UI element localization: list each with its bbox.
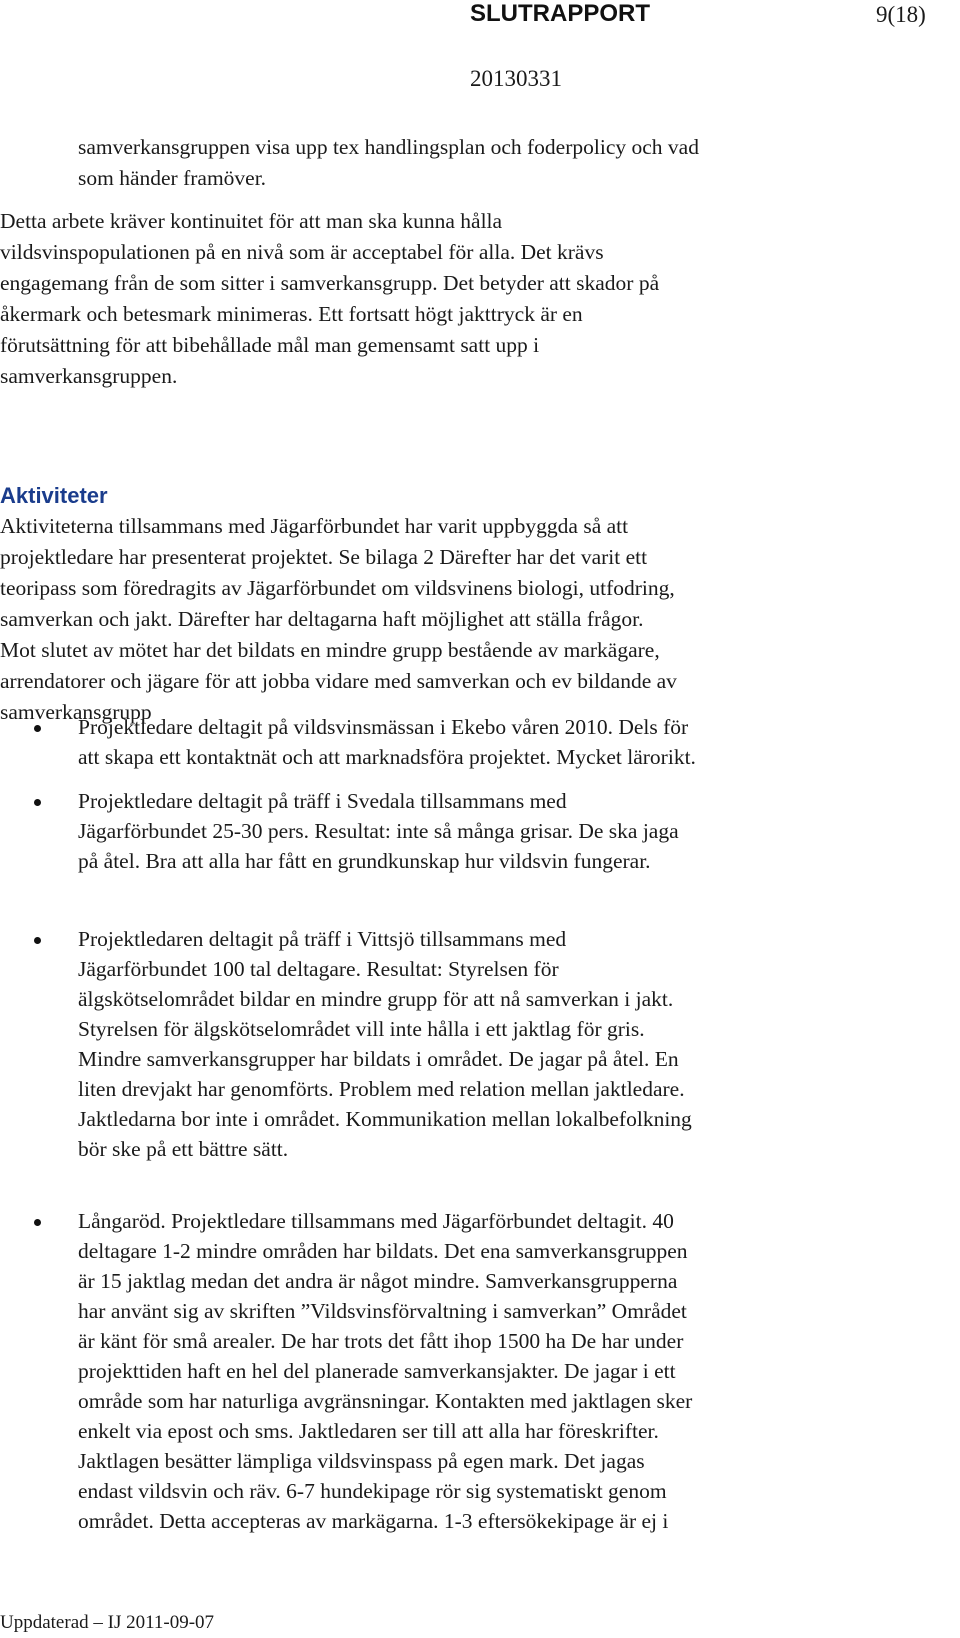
- section-heading-aktiviteter: Aktiviteter: [0, 483, 108, 508]
- header-title: SLUTRAPPORT: [470, 0, 650, 27]
- page-number: 9(18): [876, 2, 926, 27]
- footer-updated: Uppdaterad – IJ 2011-09-07: [0, 1612, 215, 1633]
- bullet-text: Långaröd. Projektledare tillsammans med Jägarförbundet deltagit. 40 deltagare 1-2 mindre områden har bildats. Det ena samverkansgruppen är 15 jaktlag medan det andra är något mindre. Samverkansgrupperna har använt sig av skriften ”Vildsvinsförvaltning i samverkan” Området är känt för små arealer. De har trots det fått ihop 1500 ha De har under projekttiden haft en hel del planerade samverkansjakter. De jagar i ett område som har naturliga avgränsningar. Kontakten med jaktlagen sker enkelt via epost och sms. Jaktledaren ser till att alla har föreskrifter. Jaktlagen besätter lämpliga vildsvinspass på egen mark. Det jagas endast vildsvin och räv. 6-7 hundekipage rör sig systematiskt genom området. Detta accepteras av markägarna. 1-3 eftersökekipage är ej i: [78, 1209, 693, 1533]
- paragraph-continued: samverkansgruppen visa upp tex handlingsplan och foderpolicy och vad som händer framöver.: [78, 135, 699, 190]
- bullet-dot-icon: [34, 937, 41, 944]
- bullet-dot-icon: [34, 799, 41, 806]
- section-body: Aktiviteterna tillsammans med Jägarförbundet har varit uppbyggda så att projektledare har presenterat projektet. Se bilaga 2 Därefter har det varit ett teoripass som föredragits av Jägarförbundet om vildsvinens biologi, utfodring, samverkan och jakt. Därefter har deltagarna haft möjlighet att ställa frågor. Mot slutet av mötet har det bildats en mindre grupp bestående av markägare, arrendatorer och jägare för att jobba vidare med samverkan och ev bildande av samverkansgrupp: [0, 514, 677, 724]
- bullet-dot-icon: [34, 725, 41, 732]
- bullet-text: Projektledare deltagit på vildsvinsmässan i Ekebo våren 2010. Dels för att skapa ett kontaktnät och att marknadsföra projektet. Mycket lärorikt.: [78, 715, 696, 769]
- bullet-dot-icon: [34, 1219, 41, 1226]
- bullet-text: Projektledaren deltagit på träff i Vittsjö tillsammans med Jägarförbundet 100 tal deltagare. Resultat: Styrelsen för älgskötselområdet bildar en mindre grupp för att nå samverkan i jakt. Styrelsen för älgskötselområdet vill inte hålla i ett jaktlag för gris. Mindre samverkansgrupper har bildats i området. De jagar på åtel. En liten drevjakt har genomförts. Problem med relation mellan jaktledare. Jaktledarna bor inte i området. Kommunikation mellan lokalbefolkning bör ske på ett bättre sätt.: [78, 927, 692, 1161]
- header-date: 20130331: [470, 66, 562, 91]
- paragraph-continuity: Detta arbete kräver kontinuitet för att man ska kunna hålla vildsvinspopulationen på en nivå som är acceptabel för alla. Det krävs engagemang från de som sitter i samverkansgrupp. Det betyder att skador på åkermark och betesmark minimeras. Ett fortsatt högt jakttryck är en förutsättning för att bibehållade mål man gemensamt satt upp i samverkansgruppen.: [0, 209, 660, 388]
- bullet-text: Projektledare deltagit på träff i Svedala tillsammans med Jägarförbundet 25-30 pers. Resultat: inte så många grisar. De ska jaga på åtel. Bra att alla har fått en grundkunskap hur vildsvin fungerar.: [78, 789, 679, 873]
